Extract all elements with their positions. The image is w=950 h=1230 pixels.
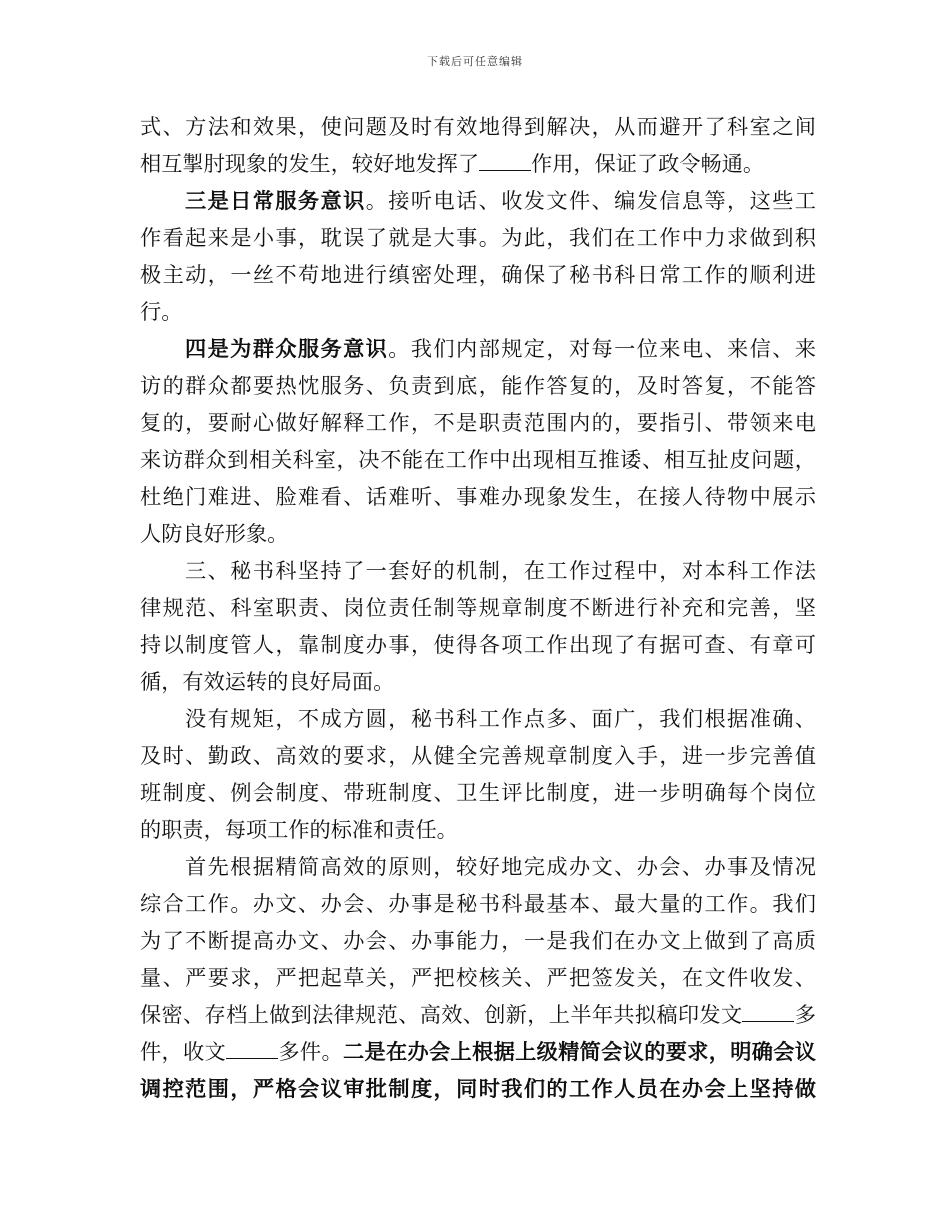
text-line: 三、秘书科坚持了一套好的机制，在工作过程中，对本科工作法 — [185, 558, 816, 583]
text-line: 三是日常服务意识。接听电话、收发文件、编发信息等，这些工 — [185, 188, 816, 213]
section-lead-bold: 四是为群众服务意识 — [185, 336, 389, 361]
text-line: 极主动，一丝不苟地进行缜密处理，确保了秘书科日常工作的顺利进 — [140, 262, 816, 287]
text-line: 首先根据精简高效的原则，较好地完成办文、办会、办事及情况 — [185, 854, 816, 879]
text-line: 持以制度管人，靠制度办事，使得各项工作出现了有据可查、有章可 — [140, 632, 816, 657]
text-line: 人防良好形象。 — [140, 521, 289, 546]
text-line: 复的，要耐心做好解释工作，不是职责范围内的，要指引、带领来电 — [140, 410, 816, 435]
fill-blank — [479, 151, 531, 171]
section-lead-bold: 二是在办会上根据上级精简会议的要求，明确会议 — [342, 1039, 816, 1064]
text-line: 律规范、科室职责、岗位责任制等规章制度不断进行补充和完善，坚 — [140, 595, 816, 620]
text-line: 循，有效运转的良好局面。 — [140, 669, 395, 694]
text-line: 量、严要求，严把起草关，严把校核关、严把签发关，在文件收发、 — [140, 965, 816, 990]
text-line: 作看起来是小事，耽误了就是大事。为此，我们在工作中力求做到积 — [140, 225, 816, 250]
text-line: 的职责，每项工作的标准和责任。 — [140, 817, 458, 842]
page-header-watermark: 下载后可任意编辑 — [427, 55, 523, 68]
text-line: 四是为群众服务意识。我们内部规定，对每一位来电、来信、来 — [185, 336, 816, 361]
text-line: 及时、勤政、高效的要求，从健全完善规章制度入手，进一步完善值 — [140, 743, 816, 768]
section-lead-bold: 三是日常服务意识 — [185, 188, 366, 213]
text-line: 件，收文 多件。二是在办会上根据上级精简会议的要求，明确会议 — [140, 1039, 816, 1064]
text-line: 式、方法和效果，使问题及时有效地得到解决，从而避开了科室之间 — [140, 114, 816, 139]
text-line: 班制度、例会制度、带班制度、卫生评比制度，进一步明确每个岗位 — [140, 780, 816, 805]
fill-blank — [226, 1039, 278, 1059]
text-line: 调控范围，严格会议审批制度，同时我们的工作人员在办会上坚持做 — [140, 1076, 816, 1101]
text-line: 杜绝门难进、脸难看、话难听、事难办现象发生，在接人待物中展示 — [140, 484, 816, 509]
text-line: 访的群众都要热忱服务、负责到底，能作答复的，及时答复，不能答 — [140, 373, 816, 398]
text-line: 为了不断提高办文、办会、办事能力，一是我们在办文上做到了高质 — [140, 928, 816, 953]
text-line: 来访群众到相关科室，决不能在工作中出现相互推诿、相互扯皮问题， — [140, 447, 816, 472]
text-line: 保密、存档上做到法律规范、高效、创新，上半年共拟稿印发文 多 — [140, 1002, 816, 1027]
text-line: 没有规矩，不成方圆，秘书科工作点多、面广，我们根据准确、 — [185, 706, 816, 731]
text-line: 相互掣肘现象的发生，较好地发挥了 作用，保证了政令畅通。 — [140, 151, 765, 176]
text-line: 综合工作。办文、办会、办事是秘书科最基本、最大量的工作。我们 — [140, 891, 816, 916]
text-line: 行。 — [140, 299, 183, 324]
document-body — [140, 108, 816, 1107]
fill-blank — [742, 1002, 794, 1022]
